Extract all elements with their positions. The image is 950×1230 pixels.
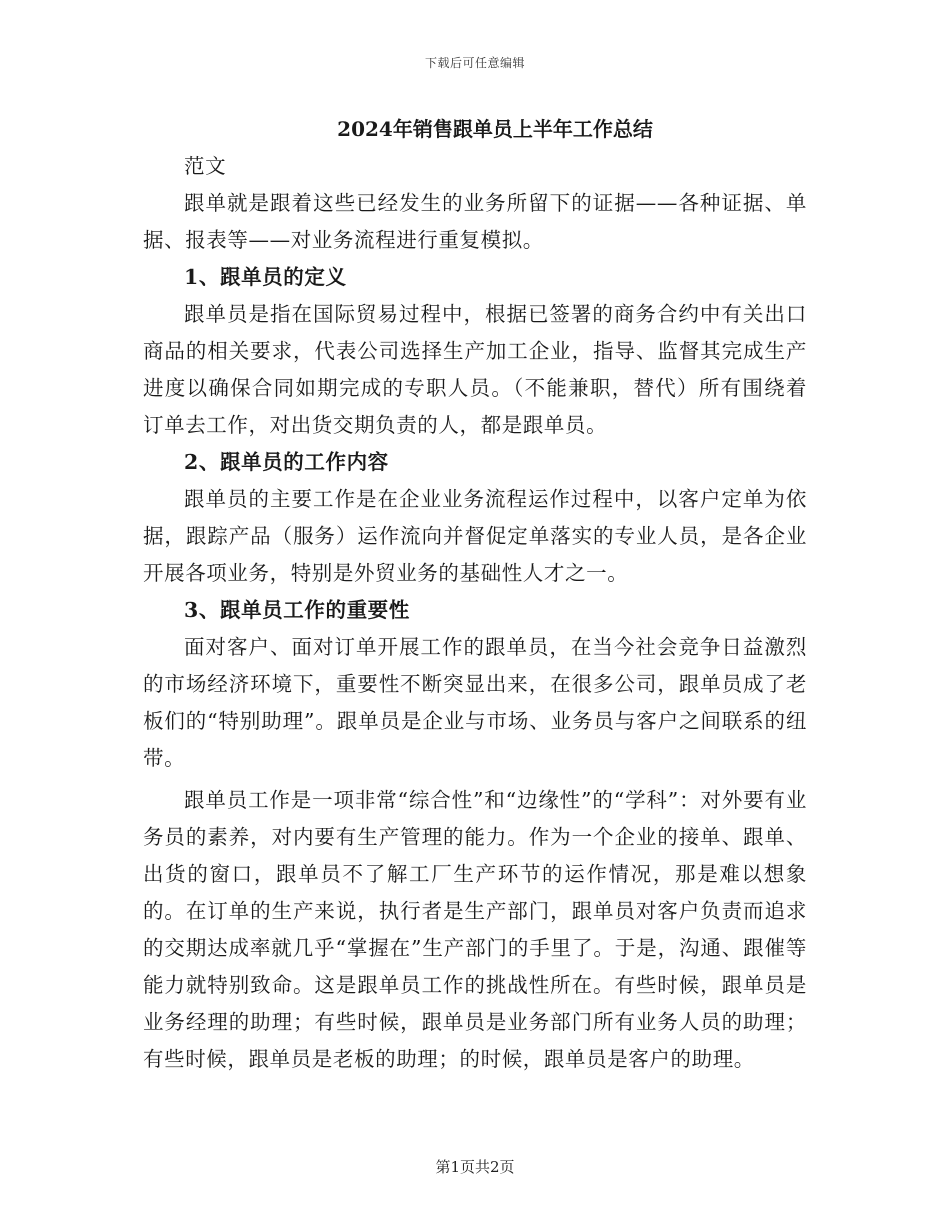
paragraph-importance: 面对客户、面对订单开展工作的跟单员，在当今社会竞争日益激烈的市场经济环境下，重要性不断突显出来，在很多公司，跟单员成了老板们的“特别助理”。跟单员是企业与市场、业务员与客户之间联系的纽带。 xyxy=(143,635,807,770)
page-number: 第1页共2页 xyxy=(435,1158,515,1176)
document-body xyxy=(143,112,807,1078)
paragraph-label: 范文 xyxy=(184,154,227,178)
header-note: 下载后可任意编辑 xyxy=(424,56,525,70)
document-title: 2024年销售跟单员上半年工作总结 xyxy=(337,117,653,141)
paragraph-content: 跟单员的主要工作是在企业业务流程运作过程中，以客户定单为依据，跟踪产品（服务）运作流向并督促定单落实的专业人员，是各企业开展各项业务，特别是外贸业务的基础性人才之一。 xyxy=(143,487,807,585)
paragraph-intro: 跟单就是跟着这些已经发生的业务所留下的证据——各种证据、单据、报表等——对业务流程进行重复模拟。 xyxy=(143,191,807,252)
section-heading-definition: 1、跟单员的定义 xyxy=(184,265,347,289)
section-heading-content: 2、跟单员的工作内容 xyxy=(184,450,389,474)
paragraph-definition: 跟单员是指在国际贸易过程中，根据已签署的商务合约中有关出口商品的相关要求，代表公司选择生产加工企业，指导、监督其完成生产进度以确保合同如期完成的专职人员。（不能兼职，替代）所有围绕着订单去工作，对出货交期负责的人，都是跟单员。 xyxy=(143,302,807,437)
paragraph-challenge: 跟单员工作是一项非常“综合性”和“边缘性”的“学科”：对外要有业务员的素养，对内要有生产管理的能力。作为一个企业的接单、跟单、出货的窗口，跟单员不了解工厂生产环节的运作情况，那是难以想象的。在订单的生产来说，执行者是生产部门，跟单员对客户负责而追求的交期达成率就几乎“掌握在”生产部门的手里了。于是，沟通、跟催等能力就特别致命。这是跟单员工作的挑战性所在。有些时候，跟单员是业务经理的助理；有些时候，跟单员是业务部门所有业务人员的助理；有些时候，跟单员是老板的助理；的时候，跟单员是客户的助理。 xyxy=(143,788,807,1071)
section-heading-importance: 3、跟单员工作的重要性 xyxy=(184,598,410,622)
